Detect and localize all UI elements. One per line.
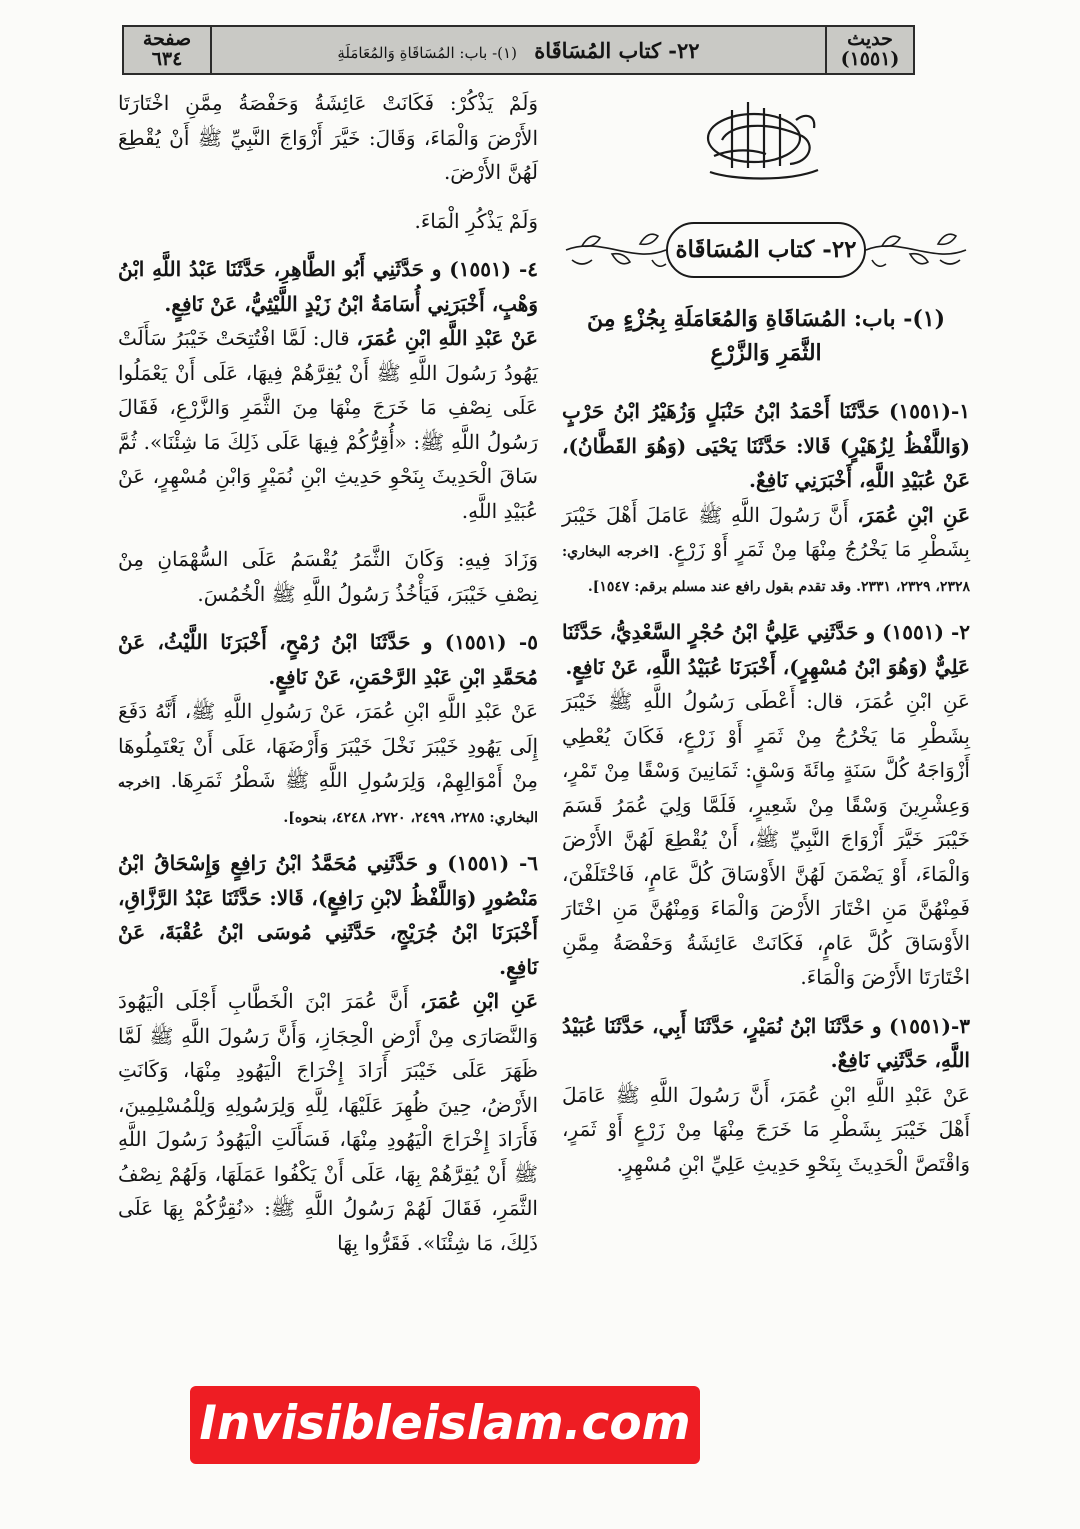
hadith-reference: [اخرجه البخاري: ٢٢٨٥، ٢٤٩٩، ٢٧٢٠، ٤٢٤٨، بنحوه]. — [118, 775, 538, 826]
hadith-matn: عَنْ عَبْدِ اللَّهِ ابْنِ عُمَرَ، عَنْ رَسُولِ اللَّهِ ﷺ، أَنَّهُ دَفَعَ إِلَى يَهُودِ خَيْبَرَ نَخْلَ خَيْبَرَ وَأَرْضَهَا، عَلَى أَنْ يَعْتَمِلُوهَا مِنْ أَمْوَالِهِمْ، وَلِرَسُولِ اللَّهِ ﷺ شَطْرُ ثَمَرِهَا. — [118, 699, 539, 792]
hadith-isnad: ٣-(١٥٥١) و حَدَّثَنَا ابْنُ نُمَيْرٍ، حَدَّثَنَا أَبِي، حَدَّثَنَا عُبَيْدُ اللَّهِ، حَدَّثَنِي نَافِعٌ. — [562, 1013, 970, 1072]
hadith-number: (١٥٥١) — [840, 48, 900, 70]
hadith-3 — [562, 1009, 970, 1182]
right-column — [562, 86, 970, 1195]
hadith-isnad: ٦- (١٥٥١) و حَدَّثَنِي مُحَمَّدُ ابْنُ رَافِعٍ وَإِسْحَاقُ ابْنُ مَنْصُورٍ (وَاللَّفْظُ لابْنِ رَافِعٍ)، قَالا: حَدَّثَنَا عَبْدُ الرَّزَّاقِ، أَخْبَرَنَا ابْنُ جُرَيْجٍ، حَدَّثَنِي مُوسَى ابْنُ عُقْبَةَ، عَنْ نَافِعٍ. — [118, 851, 538, 979]
hadith-label: حديث — [847, 28, 893, 50]
page-number-box — [132, 29, 202, 71]
chapter-title: ٢٢- كتاب المُسَاقَاة — [666, 222, 866, 278]
page-number: ٦٣٤ — [151, 48, 183, 70]
hadith-narrator: عَنِ ابْنِ عُمَرَ، — [857, 502, 971, 527]
hadith-matn: أَنَّ رَسُولَ اللَّهِ ﷺ عَامَلَ أَهْلَ خَيْبَرَ بِشَطْرِ مَا يَخْرُجُ مِنْهَا مِنْ ثَمَرٍ أَوْ زَرْعٍ. — [562, 502, 970, 561]
section-title: (١)- باب: المُسَاقَاةِ وَالمُعَامَلَةِ بِجُزْءٍ مِنَ الثَّمَرِ وَالزَّرْعِ — [586, 306, 946, 366]
continuation-text: وَلَمْ يَذْكُرْ: فَكَانَتْ عَائِشَةُ وَحَفْصَةُ مِمَّنِ اخْتَارَتَا الأَرْضَ وَالْمَاءَ، وَقَالَ: خَيَّرَ أَزْوَاجَ النَّبِيِّ ﷺ أَنْ يُقْطِعَ لَهُنَّ الأَرْضَ. — [118, 91, 538, 184]
hadith-1 — [562, 394, 970, 601]
hadith-number-box — [835, 29, 905, 71]
book-title: ٢٢- كتاب المُسَاقَاة — [534, 38, 700, 63]
basmala-ornament — [562, 86, 970, 204]
hadith-5 — [118, 625, 538, 832]
chapter-subtitle: (١)- باب: المُسَاقَاةِ وَالمُعَامَلَةِ — [337, 44, 517, 62]
hadith-matn: عَنْ عَبْدِ اللَّهِ ابْنِ عُمَرَ، أَنَّ رَسُولَ اللَّهِ ﷺ عَامَلَ أَهْلَ خَيْبَرَ بِشَطْرِ مَا خَرَجَ مِنْهَا مِنْ زَرْعٍ أَوْ ثَمَرٍ، وَاقْتَصَّ الْحَدِيثَ بِنَحْوِ حَدِيثِ عَلِيِّ ابْنِ مُسْهِرٍ. — [562, 1082, 971, 1176]
hadith-reference: [اخرجه البخاري: ٢٣٢٨، ٢٣٢٩، ٢٣٣١. وقد تقدم بقول رافع عند مسلم برقم: ١٥٤٧]. — [562, 544, 970, 595]
page-label: صفحة — [142, 28, 192, 50]
page-header — [122, 25, 915, 75]
hadith-4 — [118, 252, 538, 528]
continuation-text: وَلَمْ يَذْكُرِ الْمَاءَ. — [414, 208, 538, 233]
hadith-matn: عَنِ ابْنِ عُمَرَ، قال: أَعْطَى رَسُولُ اللَّهِ ﷺ خَيْبَرَ بِشَطْرِ مَا يَخْرُجُ مِنْ ثَمَرٍ أَوْ زَرْعٍ، فَكَانَ يُعْطِي أَزْوَاجَهُ كُلَّ سَنَةٍ مِائَةَ وَسْقٍ: ثَمَانِينَ وَسْقًا مِنْ تَمْرٍ، وَعِشْرِينَ وَسْقًا مِنْ شَعِيرٍ، فَلَمَّا وَلِيَ عُمَرُ قَسَمَ خَيْبَرَ خَيَّرَ أَزْوَاجَ النَّبِيِّ ﷺ، أَنْ يُقْطِعَ لَهُنَّ الأَرْضَ وَالْمَاءَ، أَوْ يَضْمَنَ لَهُنَّ الأَوْسَاقَ كُلَّ عَامٍ، فَاخْتَلَفْنَ، فَمِنْهُنَّ مَنِ اخْتَارَ الأَرْضَ وَالْمَاءَ وَمِنْهُنَّ مَنِ اخْتَارَ الأَوْسَاقَ كُلَّ عَامٍ، فَكَانَتْ عَائِشَةُ وَحَفْصَةُ مِمَّنِ اخْتَارَتَا الأَرْضَ وَالْمَاءَ. — [562, 689, 970, 989]
hadith-6 — [118, 846, 538, 1260]
hadith-matn: قال: لَمَّا افْتُتِحَتْ خَيْبَرُ سَأَلَتْ يَهُودُ رَسُولَ اللَّهِ ﷺ أَنْ يُقِرَّهُمْ فِيهَا، عَلَى أَنْ يَعْمَلُوا عَلَى نِصْفِ مَا خَرَجَ مِنْهَا مِنَ الثَّمَرِ وَالزَّرْعِ، فَقَالَ رَسُولُ اللَّهِ ﷺ: «أُقِرُّكُمْ فِيهَا عَلَى ذَلِكَ مَا شِئْنَا». ثُمَّ سَاقَ الْحَدِيثَ بِنَحْوِ حَدِيثِ ابْنِ نُمَيْرٍ وَابْنِ مُسْهِرٍ، عَنْ عُبَيْدِ اللَّهِ. — [118, 326, 538, 523]
hadith-isnad: ٥- (١٥٥١) و حَدَّثَنَا ابْنُ رُمْحٍ، أَخْبَرَنَا اللَّيْثُ، عَنْ مُحَمَّدِ ابْنِ عَبْدِ الرَّحْمَنِ، عَنْ نَافِعٍ. — [118, 630, 538, 689]
hadith-isnad: ٤- (١٥٥١) و حَدَّثَنِي أَبُو الطَّاهِرِ، حَدَّثَنَا عَبْدُ اللَّهِ ابْنُ وَهْبٍ، أَخْبَرَنِي أُسَامَةُ ابْنُ زَيْدٍ اللَّيْثِيُّ، عَنْ نَافِعٍ. — [118, 257, 538, 316]
header-divider — [825, 27, 827, 73]
watermark-banner: Invisibleislam.com — [190, 1386, 700, 1464]
header-title-block — [224, 38, 813, 63]
hadith-narrator: عَنْ عَبْدِ اللَّهِ ابْنِ عُمَرَ، — [356, 326, 538, 350]
hadith-4-addition: وَزَادَ فِيهِ: وَكَانَ الثَّمَرُ يُقْسَمُ عَلَى السُّهْمَانِ مِنْ نِصْفِ خَيْبَرَ، فَيَأْخُذُ رَسُولُ اللَّهِ ﷺ الْخُمُسَ. — [118, 547, 538, 606]
hadith-2 — [562, 615, 970, 995]
hadith-matn: أَنَّ عُمَرَ ابْنَ الْخَطَّابِ أَجْلَى الْيَهُودَ وَالنَّصَارَى مِنْ أَرْضِ الْحِجَازِ، وَأَنَّ رَسُولَ اللَّهِ ﷺ لَمَّا ظَهَرَ عَلَى خَيْبَرَ أَرَادَ إِخْرَاجَ الْيَهُودِ مِنْهَا، وَكَانَتِ الأَرْضُ، حِينَ ظُهِرَ عَلَيْهَا، لِلَّهِ وَلِرَسُولِهِ وَلِلْمُسْلِمِينَ، فَأَرَادَ إِخْرَاجَ الْيَهُودِ مِنْهَا، فَسَأَلَتِ الْيَهُودُ رَسُولَ اللَّهِ ﷺ أَنْ يُقِرَّهُمْ بِهَا، عَلَى أَنْ يَكْفُوا عَمَلَهَا، وَلَهُمْ نِصْفُ الثَّمَرِ، فَقَالَ لَهُمْ رَسُولُ اللَّهِ ﷺ: «نُقِرُّكُمْ بِهَا عَلَى ذَلِكَ، مَا شِئْنَا». فَقَرُّوا بِهَا — [118, 989, 538, 1255]
chapter-banner — [562, 212, 970, 292]
header-divider — [210, 27, 212, 73]
hadith-isnad: ١-(١٥٥١) حَدَّثَنَا أَحْمَدُ ابْنُ حَنْبَلٍ وَزُهَيْرُ ابْنُ حَرْبٍ (وَاللَّفْظُ لِزُهَيْرٍ) قَالا: حَدَّثَنَا يَحْيَى (وَهُوَ القَطَّانُ)، عَنْ عُبَيْدِ اللَّهِ، أَخْبَرَنِي نَافِعٌ. — [562, 399, 970, 492]
left-column — [118, 86, 538, 1274]
hadith-narrator: عَنِ ابْنِ عُمَرَ، — [419, 989, 539, 1013]
hadith-isnad: ٢- (١٥٥١) و حَدَّثَنِي عَلِيُّ ابْنُ حُجْرٍ السَّعْدِيُّ، حَدَّثَنَا عَلِيٌّ (وَهُوَ ابْنُ مُسْهِرٍ)، أَخْبَرَنَا عُبَيْدُ اللَّهِ، عَنْ نَافِعٍ. — [562, 620, 970, 679]
basmala-calligraphy-icon — [692, 90, 828, 186]
